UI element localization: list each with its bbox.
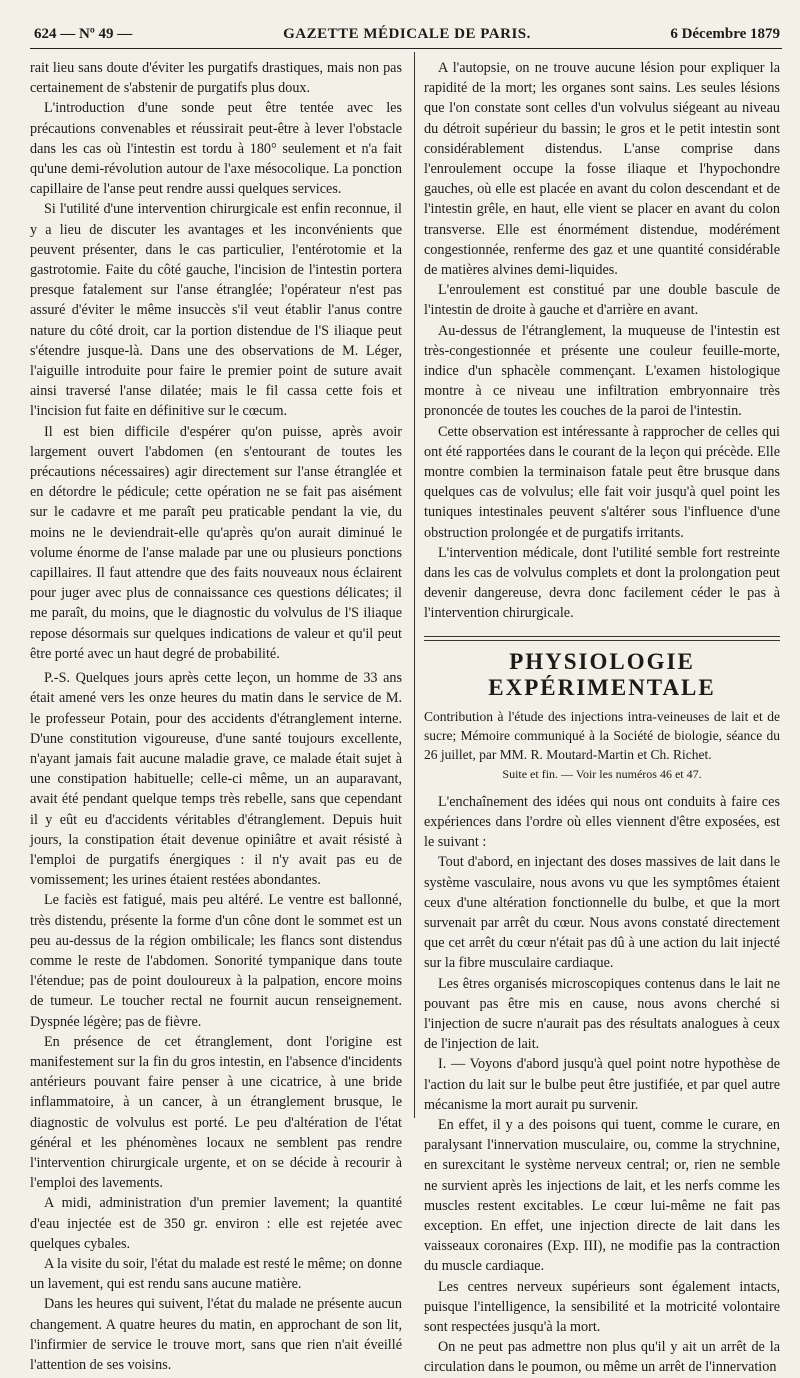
paragraph: Il est bien difficile d'espérer qu'on puisse, après avoir largement ouvert l'abdomen (en s'entourant de toutes les précautions nécessaires) agir directement sur l'anse étranglée et en détordre le pédicule; cette opération ne se fait pas aisément sur le cadavre et me paraît peu praticable pendant la vie, du moins ne le deviendrait-elle qu'après qu'on aurait diminué le volume énorme de l'anse malade par une ou plusieurs ponctions capillaires. Il faut attendre que des faits nouveaux nous éclairent pour juger avec plus de connaissance ces questions délicates; il me paraît, du moins, que le diagnostic du volvulus de l'S iliaque repose désormais sur quelques indications de valeur et qu'il peut être porté avec un haut degré de probabilité. bbox=[30, 423, 402, 662]
column-divider bbox=[414, 52, 415, 1118]
paragraph: L'enroulement est constitué par une double bascule de l'intestin de droite à gauche et d'arrière en avant. bbox=[424, 282, 780, 319]
section-title: PHYSIOLOGIE EXPÉRIMENTALE bbox=[488, 648, 716, 700]
paragraph: Les êtres organisés microscopiques contenus dans le lait ne pouvant pas être mis en cause, nous avons cherché si l'injection de sucre n'aurait pas des résultats analogues à ceux de l'injection de lait. bbox=[424, 975, 780, 1053]
paragraph: A l'autopsie, on ne trouve aucune lésion pour expliquer la rapidité de la mort; les organes sont sains. Les seules lésions que l'on constate sont celles d'un volvulus siégeant au niveau du détroit supérieur du bassin; le gros et le petit intestin sont considérablement distendus. L'anse comprise dans l'enroulement occupe la fosse iliaque et l'hypochondre gauches, où elle est placée en avant du colon descendant et de l'intestin grêle, en haut, elle vient se placer en avant du colon transverse. Elle est énormément distendue, modérément congestionnée, renferme des gaz et une quantité considérable de matières alvines demi-liquides. bbox=[424, 60, 780, 279]
paragraph: Cette observation est intéressante à rapprocher de celles qui ont été rapportées dans le courant de la leçon qui précède. Elle montre combien la terminaison fatale peut être brusque dans quelques cas de volvulus; elle fait voir jusqu'à quel point les tuniques intestinales peuvent s'altérer sous l'influence d'une obstruction prolongée et de purgatifs irritants. bbox=[424, 423, 780, 541]
page-header bbox=[34, 26, 780, 48]
paragraph: I. — Voyons d'abord jusqu'à quel point notre hypothèse de l'action du lait sur le bulbe peut être justifiée, et par quel autre mécanisme la mort aurait pu survenir. bbox=[424, 1056, 780, 1113]
paragraph: Dans les heures qui suivent, l'état du malade ne présente aucun changement. A quatre heures du matin, en approchant de son lit, l'infirmier de service le trouve mort, sans que rien n'ait éveillé l'attention de ses voisins. bbox=[30, 1296, 402, 1373]
left-column bbox=[30, 58, 402, 1375]
article-contribution-heading: Contribution à l'étude des injections intra-veineuses de lait et de sucre; Mémoire communiqué à la Société de biologie, séance du 26 juillet, par MM. R. Moutard-Martin et Ch. Richet. bbox=[424, 708, 780, 762]
journal-title: GAZETTE MÉDICALE DE PARIS. bbox=[283, 26, 531, 42]
paragraph: Au-dessus de l'étranglement, la muqueuse de l'intestin est très-congestionnée et présente une couleur feuille-morte, indice d'un sphacèle commençant. L'examen histologique montre à ce niveau une infiltration embryonnaire très prononcée de toutes les couches de la paroi de l'intestin. bbox=[424, 322, 780, 420]
header-rule bbox=[30, 48, 782, 49]
paragraph: Le faciès est fatigué, mais peu altéré. Le ventre est ballonné, très distendu, présente la forme d'un cône dont le sommet est un peu au-dessus de la région ombilicale; les flancs sont distendus comme le reste de l'abdomen. Sonorité tympanique dans toute l'étendue; pas de point douloureux à la palpation, encore moins de tumeur. Le toucher rectal ne fournit aucun renseignement. Dyspnée légère; pas de fièvre. bbox=[30, 892, 402, 1030]
section-rule-top bbox=[424, 636, 780, 637]
paragraph: L'intervention médicale, dont l'utilité semble fort restreinte dans les cas de volvulus complets et dont la prolongation peut devenir dangereuse, devra donc facilement céder le pas à l'intervention chirurgicale. bbox=[424, 544, 780, 622]
paragraph: On ne peut pas admettre non plus qu'il y ait un arrêt de la circulation dans le poumon, ou même un arrêt de l'innervation bbox=[424, 1339, 780, 1376]
paragraph: En présence de cet étranglement, dont l'origine est manifestement sur la fin du gros intestin, en l'absence d'incidents antérieurs pouvant faire penser à une cicatrice, à une bride inflammatoire, à un cancer, à un étranglement brusque, le diagnostic de volvulus est porté. Le peu d'altération de l'état général et les phénomènes locaux ne semblent pas rendre l'intervention chirurgicale urgente, et on se décide à recourir à l'emploi des lavements. bbox=[30, 1033, 402, 1192]
paragraph: L'enchaînement des idées qui nous ont conduits à faire ces expériences dans l'ordre où elles viennent d'être exposées, est le suivant : bbox=[424, 793, 780, 851]
postscript-paragraph: P.-S. Quelques jours après cette leçon, un homme de 33 ans était amené vers les onze heures du matin dans le service de M. le professeur Potain, pour des accidents d'étranglement interne. D'une constitution vigoureuse, d'une santé toujours excellente, n'ayant jamais fait aucune maladie grave, ce malade était sujet à une constipation habituelle; celle-ci même, un an auparavant, avait été pendant quelque temps très rebelle, sans que cependant il y eût eu d'accidents véritables d'étranglement. Depuis huit jours, la constipation était devenue opiniâtre et avait résisté à l'emploi de purgatifs énergiques : il n'y avait pas eu de vomissement; les urines étaient restées abondantes. bbox=[30, 670, 402, 889]
paragraph: L'introduction d'une sonde peut être tentée avec les précautions convenables et réussirait peut-être à lever l'obstacle dans les cas où l'intestin est tordu à 180° seulement et n'a fait qu'une demi-révolution autour de l'axe mésocolique. La ponction capillaire de l'anse peut rendre aussi quelques services. bbox=[30, 100, 402, 198]
paragraph: Tout d'abord, en injectant des doses massives de lait dans le système vasculaire, nous avons vu que les symptômes étaient ceux d'une altération fonctionnelle du bulbe, et que la mort survenait par arrêt du cœur. Nous avons constaté directement que cet arrêt du cœur n'était pas dû à une action du lait injecté sur la fibre musculaire cardiaque. bbox=[424, 854, 780, 972]
issue-date: 6 Décembre 1879 bbox=[670, 26, 780, 42]
paragraph: Les centres nerveux supérieurs sont également intacts, puisque l'intelligence, la sensibilité et la motricité volontaire sont respectées jusqu'à la mort. bbox=[424, 1278, 780, 1335]
right-column bbox=[424, 58, 780, 1378]
paragraph: Si l'utilité d'une intervention chirurgicale est enfin reconnue, il y a lieu de discuter les avantages et les inconvénients que peuvent présenter, dans le cas particulier, l'entérotomie et la gastrotomie. Faite du côté gauche, l'incision de l'intestin portera presque fatalement sur l'anse étranglée; l'opérateur n'est pas assuré d'éviter le même insuccès s'il veut établir l'anus contre nature du côté droit, car la portion distendue de l'S iliaque peut s'étendre jusque-là. Dans une des observations de M. Léger, l'aiguille introduite pour faire le premier point de suture avait ainsi traversé l'anse dilatée; mais le fil cassa cette fois et l'incision fut faite en définitive sur le cœcum. bbox=[30, 201, 402, 420]
continuation-note: Suite et fin. — Voir les numéros 46 et 47. bbox=[502, 766, 702, 781]
paragraph: A midi, administration d'un premier lavement; la quantité d'eau injectée est de 350 gr. environ : elle est rejetée avec quelques cybales. bbox=[30, 1195, 402, 1252]
paragraph: En effet, il y a des poisons qui tuent, comme le curare, en paralysant l'innervation musculaire, ou, comme la strychnine, en surexcitant le système nerveux central; or, rien ne semble ne survient après les injections de lait, et les nerfs comme les muscles restent excitables. Le cœur lui-même ne fait pas exception. En effet, une injection directe de lait dans les vaisseaux coronaires (Exp. III), ne modifie pas la contraction du muscle cardiaque. bbox=[424, 1116, 780, 1275]
page-number: 624 — Nº 49 — bbox=[34, 26, 133, 42]
paragraph: rait lieu sans doute d'éviter les purgatifs drastiques, mais non pas certainement de s'abstenir de purgatifs plus doux. bbox=[30, 60, 402, 97]
paragraph: A la visite du soir, l'état du malade est resté le même; on donne un lavement, qui est rendu sans aucune matière. bbox=[30, 1255, 402, 1293]
section-rule-top-double bbox=[424, 640, 780, 641]
